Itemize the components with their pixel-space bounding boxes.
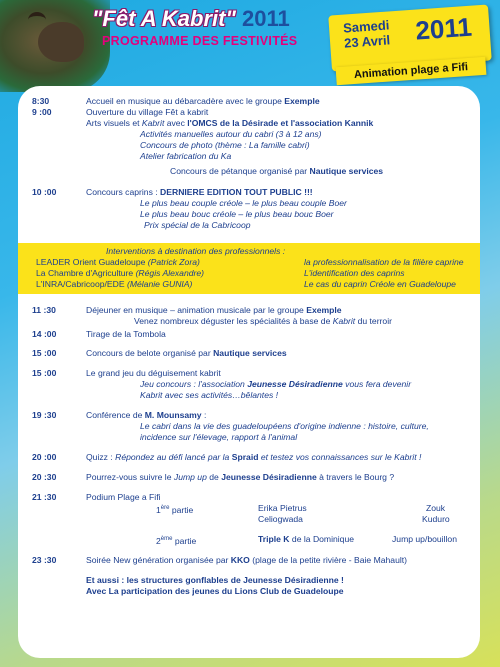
program-row: Concours de pétanque organisé par Nautique services: [170, 166, 384, 176]
pro-heading: Interventions à destination des professionnels :: [106, 246, 286, 256]
program-row: Le plus beau couple créole – le plus beau couple Boer: [140, 198, 347, 208]
program-row: 14 :00 Tirage de la Tombola: [32, 329, 166, 339]
pro-row: L'INRA/Cabricoop/EDE (Mélanie GUNIA) Le cas du caprin Créole en Guadeloupe: [36, 279, 456, 289]
podium-row: 2ème partie Triple K de la Dominique Jump up/bouillon: [156, 534, 457, 546]
podium-row: Celiogwada Kuduro: [258, 514, 450, 524]
program-row: Concours de photo (thème : La famille cabri): [140, 140, 310, 150]
footer-line: Avec La participation des jeunes du Lions Club de Guadeloupe: [86, 586, 344, 596]
program-row: 23 :30 Soirée New génération organisée par KKO (plage de la petite rivière - Baie Mahault): [32, 555, 408, 565]
professionals-section: [18, 243, 480, 294]
program-row: 15 :00 Le grand jeu du déguisement kabrit: [32, 368, 221, 378]
date-year: 2011: [414, 11, 473, 46]
program-row: Arts visuels et Kabrit avec l'OMCS de la Désirade et l'association Kannik: [86, 118, 374, 128]
title-year: 2011: [242, 6, 290, 31]
date-date: 23 Avril: [343, 32, 391, 51]
program-list: [18, 86, 480, 597]
program-row: 11 :30 Déjeuner en musique – animation musicale par le groupe Exemple: [32, 305, 342, 315]
header: [92, 6, 332, 48]
podium-row: 1ère partie Erika Pietrus Zouk: [156, 503, 446, 515]
program-row: 15 :00 Concours de belote organisé par Nautique services: [32, 348, 287, 358]
animation-banner: Animation plage a Fifi: [336, 57, 487, 85]
program-row: 10 :00 Concours caprins : DERNIERE EDITION TOUT PUBLIC !!!: [32, 187, 313, 197]
program-row: 20 :00 Quizz : Répondez au défi lancé par la Spraid et testez vos connaissances sur le Kabrit !: [32, 452, 422, 462]
program-row: Kabrit avec ses activités…bêlantes !: [140, 390, 279, 400]
program-row: Activités manuelles autour du cabri (3 à 12 ans): [140, 129, 322, 139]
date-day: Samedi: [342, 17, 390, 36]
poster-title: "Fêt A Kabrit" 2011: [92, 6, 290, 31]
program-card: [18, 86, 480, 658]
program-row: Le plus beau bouc créole – le plus beau bouc Boer: [140, 209, 334, 219]
program-row: Venez nombreux déguster les spécialités à base de Kabrit du terroir: [134, 316, 392, 326]
program-row: 19 :30 Conférence de M. Mounsamy :: [32, 410, 207, 420]
program-row: Atelier fabrication du Ka: [140, 151, 232, 161]
footer-line: Et aussi : les structures gonflables de Jeunesse Désiradienne !: [86, 575, 344, 585]
program-row: 20 :30 Pourrez-vous suivre le Jump up de Jeunesse Désiradienne à travers le Bourg ?: [32, 472, 395, 482]
program-row: Jeu concours : l'association Jeunesse Désiradienne vous fera devenir: [140, 379, 412, 389]
goat-icon: [38, 22, 84, 62]
pro-row: LEADER Orient Guadeloupe (Patrick Zora) la professionnalisation de la filière caprine: [36, 257, 464, 267]
program-row: incidence sur l'élevage, rapport à l'animal: [140, 432, 298, 442]
pro-row: La Chambre d'Agriculture (Régis Alexandre) L'identification des caprins: [36, 268, 405, 278]
program-row: Le cabri dans la vie des guadeloupéens d'origine indienne : histoire, culture,: [140, 421, 429, 431]
program-row: 9 :00 Ouverture du village Fêt a kabrit: [32, 107, 209, 117]
program-row: 21 :30 Podium Plage a Fifi: [32, 492, 161, 502]
program-row: 8:30 Accueil en musique au débarcadère avec le groupe Exemple: [32, 96, 320, 106]
program-row: Prix spécial de la Cabricoop: [144, 220, 251, 230]
poster-subtitle: PROGRAMME DES FESTIVITÉS: [102, 34, 298, 48]
